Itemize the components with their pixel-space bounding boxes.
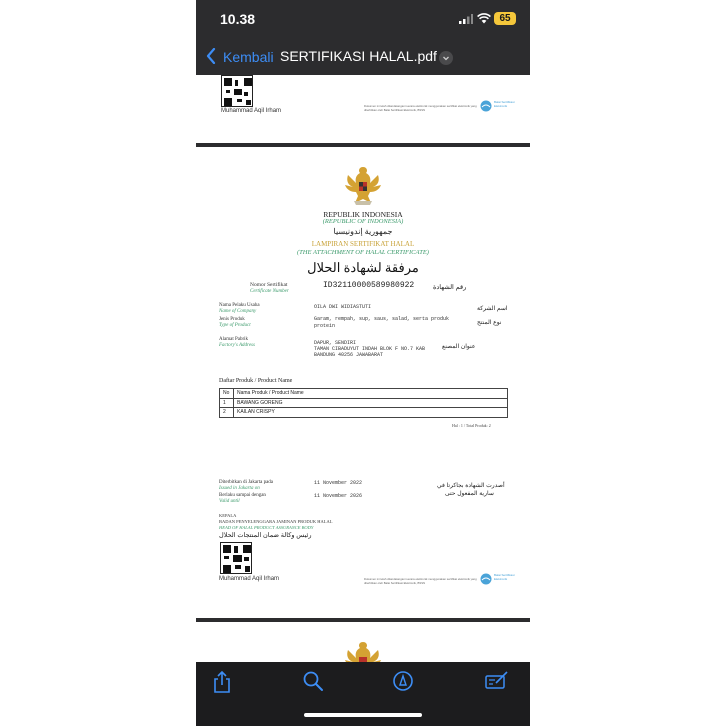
phone-screen xyxy=(196,0,530,726)
valid-label-en: Valid until xyxy=(219,499,240,504)
issued-label: Diterbitkan di Jakarta pada xyxy=(219,480,274,485)
certificate-number-label-en: Certificate Number xyxy=(250,289,289,294)
bsre-logo-icon xyxy=(480,100,492,112)
certificate-number-ar: رقم الشهادة xyxy=(433,284,467,291)
share-icon[interactable] xyxy=(212,670,232,694)
valid-label: Berlaku sampai dengan xyxy=(219,493,266,498)
bsre-label: Balai Sertifikasi Elektronik xyxy=(494,100,515,108)
table-header-row xyxy=(220,389,508,399)
issued-label-ar: أصدرت الشهادة بجاكرتا في xyxy=(437,483,505,489)
company-label-ar: اسم الشركة xyxy=(477,306,508,312)
table-row xyxy=(220,408,508,418)
qr-code xyxy=(221,75,253,107)
pdf-page-2[interactable] xyxy=(196,147,530,618)
product-type: Garam, rempah, sup, saus, salad, serta produk protein xyxy=(314,316,450,329)
markup-icon[interactable] xyxy=(392,670,414,692)
status-bar xyxy=(196,0,530,38)
product-table xyxy=(219,388,508,418)
pdf-page-3[interactable] xyxy=(196,622,530,662)
factory-address-line-2: TAMAN CIBADUYUT INDAH BLOK F NO.7 KAB xyxy=(314,346,426,352)
factory-label: Alamat Pabrik xyxy=(219,337,249,342)
back-button[interactable]: Kembali xyxy=(223,49,274,65)
company-label-en: Name of Company xyxy=(219,309,257,314)
garuda-emblem-icon xyxy=(342,638,384,662)
valid-date: 11 November 2026 xyxy=(314,493,363,499)
bsre-logo-icon xyxy=(480,573,492,585)
table-header-no: No xyxy=(220,389,234,399)
signer-name: Muhammad Aqil Irham xyxy=(221,108,282,114)
product-no: 1 xyxy=(220,398,234,408)
product-name: KAILAN CRISPY xyxy=(234,408,508,418)
republic-title-ar: جمهورية إندونيسيا xyxy=(333,227,393,236)
chevron-down-icon xyxy=(439,51,453,65)
e-sign-footnote: Dokumen ini telah ditandatangani secara elektronik menggunakan sertifikat elektronik yang diterbitkan oleh Balai Sertifikasi Elektronik, BSSN xyxy=(364,577,477,585)
navigation-bar xyxy=(196,42,530,72)
document-title[interactable]: SERTIFIKASI HALAL.pdf xyxy=(280,48,437,64)
wifi-icon xyxy=(477,13,491,24)
issued-label-en: Issued in Jakarta on xyxy=(219,486,260,491)
e-sign-footnote: Dokumen ini telah ditandatangani secara elektronik menggunakan sertifikat elektronik yang diterbitkan oleh Balai Sertifikasi Elektronik, BSSN xyxy=(364,104,477,112)
attachment-title: LAMPIRAN SERTIFIKAT HALAL xyxy=(311,240,415,248)
search-icon[interactable] xyxy=(302,670,324,692)
attachment-title-en: (THE ATTACHMENT OF HALAL CERTIFICATE) xyxy=(297,249,429,256)
product-name: BAWANG GORENG xyxy=(234,398,508,408)
republic-title-en: (REPUBLIC OF INDONESIA) xyxy=(322,218,404,225)
product-list-title: Daftar Produk / Product Name xyxy=(219,378,293,384)
product-type-label-ar: نوع المنتج xyxy=(477,320,502,326)
table-header-name: Nama Produk / Product Name xyxy=(234,389,508,399)
factory-label-ar: عنوان المصنع xyxy=(442,344,476,350)
status-time: 10.38 xyxy=(220,11,256,27)
company-name: OILA DWI WIDIASTUTI xyxy=(314,304,372,310)
qr-code xyxy=(220,542,252,574)
certificate-number: ID32110000589980922 xyxy=(323,281,415,290)
product-type-label-en: Type of Product xyxy=(219,323,251,328)
chevron-left-icon[interactable] xyxy=(206,48,216,64)
head-label: KEPALA xyxy=(219,513,237,518)
certificate-number-label: Nomor Sertifikat xyxy=(250,282,288,288)
pdf-page-1[interactable] xyxy=(196,75,530,143)
product-no: 2 xyxy=(220,408,234,418)
issued-date: 11 November 2022 xyxy=(314,480,363,486)
cellular-signal-icon xyxy=(459,14,473,24)
table-row xyxy=(220,398,508,408)
home-indicator[interactable] xyxy=(304,713,422,717)
battery-icon: 65 xyxy=(494,12,516,25)
title-menu-button[interactable] xyxy=(439,51,453,65)
factory-label-en: Factory's Address xyxy=(219,343,255,348)
agency-name: BADAN PENYELENGGARA JAMINAN PRODUK HALAL xyxy=(219,519,333,524)
product-type-label: Jenis Produk xyxy=(219,317,245,322)
agency-name-en: HEAD OF HALAL PRODUCT ASSURANCE BODY xyxy=(219,525,314,530)
edit-icon[interactable] xyxy=(484,670,510,690)
factory-address-line-3: BANDUNG 40256 JAWABARAT xyxy=(314,352,384,358)
garuda-emblem-icon xyxy=(342,163,384,207)
valid-label-ar: سارية المفعول حتى xyxy=(445,491,494,497)
signer-name: Muhammad Aqil Irham xyxy=(219,576,280,582)
attachment-title-ar: مرفقة لشهادة الحلال xyxy=(307,260,419,275)
republic-title: REPUBLIK INDONESIA xyxy=(323,210,403,219)
factory-address-line-1: DAPUR, SENDIRI xyxy=(314,340,357,346)
bsre-label: Balai Sertifikasi Elektronik xyxy=(494,573,515,581)
page-info: Hal : 1 / Total Produk: 2 xyxy=(452,423,491,428)
company-label: Nama Pelaku Usaha xyxy=(219,303,260,308)
agency-name-ar: رئيس وكالة ضمان المنتجات الحلال xyxy=(219,532,312,539)
